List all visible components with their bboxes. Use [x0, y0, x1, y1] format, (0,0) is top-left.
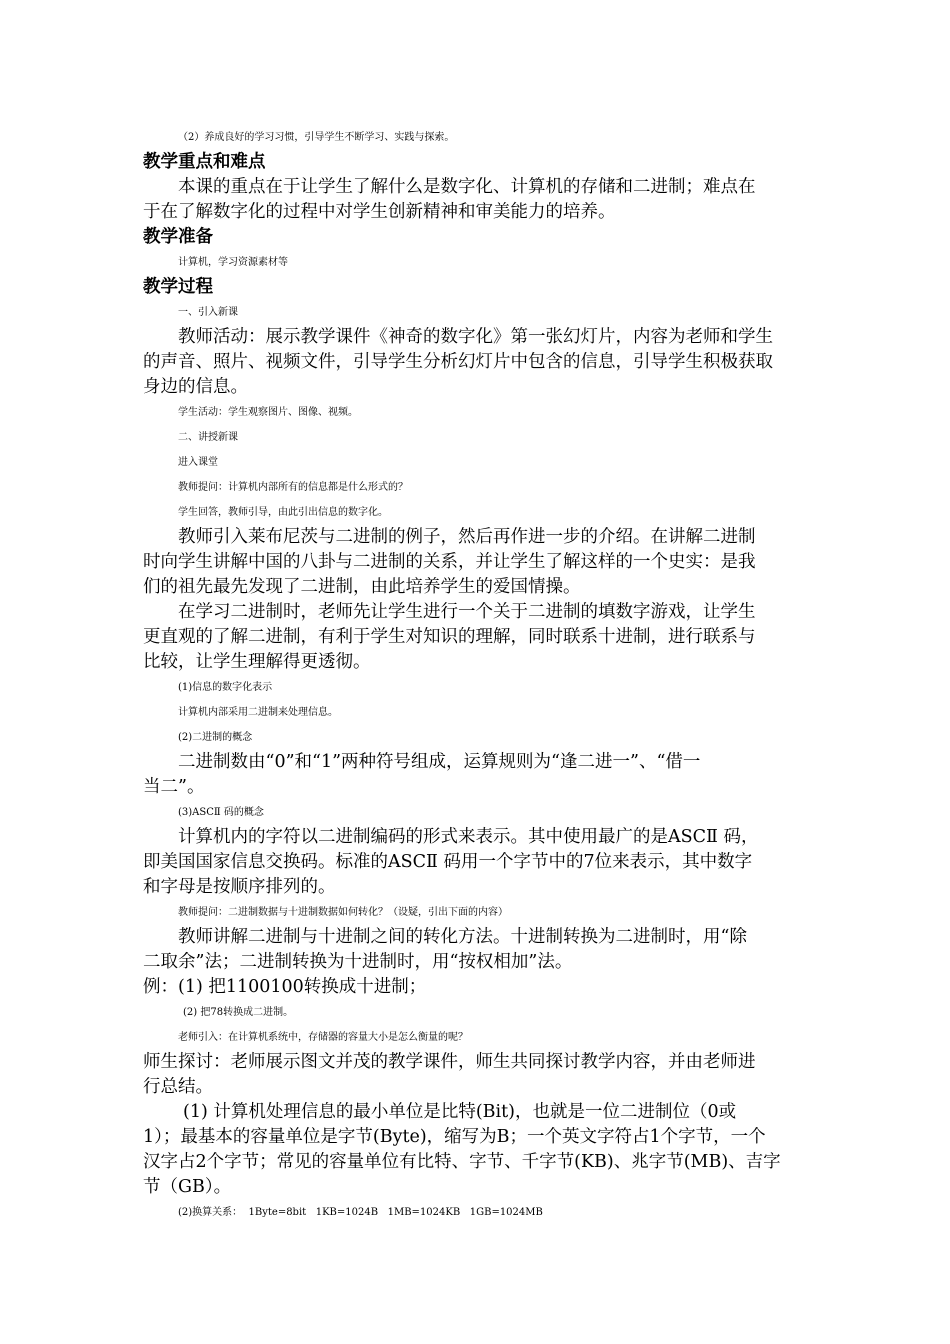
key-points-text-2: 于在了解数字化的过程中对学生创新精神和审美能力的培养。: [143, 202, 616, 222]
ascii-text-2: 即美国国家信息交换码。标准的ASCⅡ 码用一个字节中的7位来表示，其中数字: [143, 852, 753, 872]
binary-game-3: 比较，让学生理解得更透彻。: [143, 652, 371, 672]
preparation-text: 计算机，学习资源素材等: [178, 257, 288, 268]
example-2: (2) 把78转换成二进制。: [183, 1007, 294, 1018]
subtopic-1-title: (1)信息的数字化表示: [178, 682, 273, 693]
subtopic-2-title: (2)二进制的概念: [178, 732, 253, 743]
heading-process: 教学过程: [143, 277, 213, 297]
section-intro-title: 一、引入新课: [178, 307, 238, 318]
conversion-text-2: 二取余”法；二进制转换为十进制时，用“按权相加”法。: [143, 952, 573, 972]
discussion-1: 师生探讨：老师展示图文并茂的教学课件，师生共同探讨教学内容，并由老师进: [143, 1052, 756, 1072]
teacher-activity-3: 身边的信息。: [143, 377, 248, 397]
student-answer: 学生回答，教师引导，由此引出信息的数字化。: [178, 507, 388, 518]
subtopic-3-title: (3)ASCⅡ 码的概念: [178, 807, 264, 818]
heading-preparation: 教学准备: [143, 227, 213, 247]
leibniz-para-2: 时向学生讲解中国的八卦与二进制的关系，并让学生了解这样的一个史实：是我: [143, 552, 756, 572]
teacher-introduce: 老师引入：在计算机系统中，存储器的容量大小是怎么衡量的呢？: [178, 1032, 468, 1043]
student-activity: 学生活动：学生观察图片、图像、视频。: [178, 407, 358, 418]
teacher-question-2: 教师提问：二进制数据与十进制数据如何转化？（设疑，引出下面的内容）: [178, 907, 508, 918]
teacher-activity-2: 的声音、照片、视频文件，引导学生分析幻灯片中包含的信息，引导学生积极获取: [143, 352, 773, 372]
conversion-text-1: 教师讲解二进制与十进制之间的转化方法。十进制转换为二进制时，用“除: [178, 927, 747, 947]
storage-unit-4: 节（GB）。: [143, 1177, 232, 1197]
subtopic-2-text-1: 二进制数由“0”和“1”两种符号组成，运算规则为“逢二进一”、“借一: [178, 752, 701, 772]
conversion-relations: (2)换算关系： 1Byte=8bit 1KB=1024B 1MB=1024KB 1GB=1024MB: [178, 1207, 543, 1218]
leibniz-para-3: 们的祖先最先发现了二进制，由此培养学生的爱国情操。: [143, 577, 581, 597]
teacher-activity-1: 教师活动：展示教学课件《神奇的数字化》第一张幻灯片，内容为老师和学生: [178, 327, 773, 347]
enter-class: 进入课堂: [178, 457, 218, 468]
example-1: 例：(1) 把1100100转换成十进制；: [143, 977, 427, 997]
storage-unit-3: 汉字占2个字节；常见的容量单位有比特、字节、千字节(KB)、兆字节(MB)、吉字: [143, 1152, 781, 1172]
storage-unit-2: 1）；最基本的容量单位是字节(Byte)，缩写为B；一个英文字符占1个字节，一个: [143, 1127, 766, 1147]
binary-game-2: 更直观的了解二进制，有利于学生对知识的理解，同时联系十进制，进行联系与: [143, 627, 756, 647]
ascii-text-1: 计算机内的字符以二进制编码的形式来表示。其中使用最广的是ASCⅡ 码，: [178, 827, 759, 847]
teacher-question-1: 教师提问：计算机内部所有的信息都是什么形式的？: [178, 482, 408, 493]
objective-2: （2）养成良好的学习习惯，引导学生不断学习、实践与探索。: [178, 132, 455, 143]
subtopic-1-text: 计算机内部采用二进制来处理信息。: [178, 707, 338, 718]
key-points-text-1: 本课的重点在于让学生了解什么是数字化、计算机的存储和二进制；难点在: [178, 177, 756, 197]
discussion-2: 行总结。: [143, 1077, 213, 1097]
storage-unit-1: (1) 计算机处理信息的最小单位是比特(Bit)，也就是一位二进制位（0或: [183, 1102, 737, 1122]
heading-key-points: 教学重点和难点: [143, 152, 266, 172]
leibniz-para-1: 教师引入莱布尼茨与二进制的例子，然后再作进一步的介绍。在讲解二进制: [178, 527, 756, 547]
subtopic-2-text-2: 当二”。: [143, 777, 205, 797]
ascii-text-3: 和字母是按顺序排列的。: [143, 877, 336, 897]
binary-game-1: 在学习二进制时，老师先让学生进行一个关于二进制的填数字游戏，让学生: [178, 602, 756, 622]
section-teach-title: 二、讲授新课: [178, 432, 238, 443]
